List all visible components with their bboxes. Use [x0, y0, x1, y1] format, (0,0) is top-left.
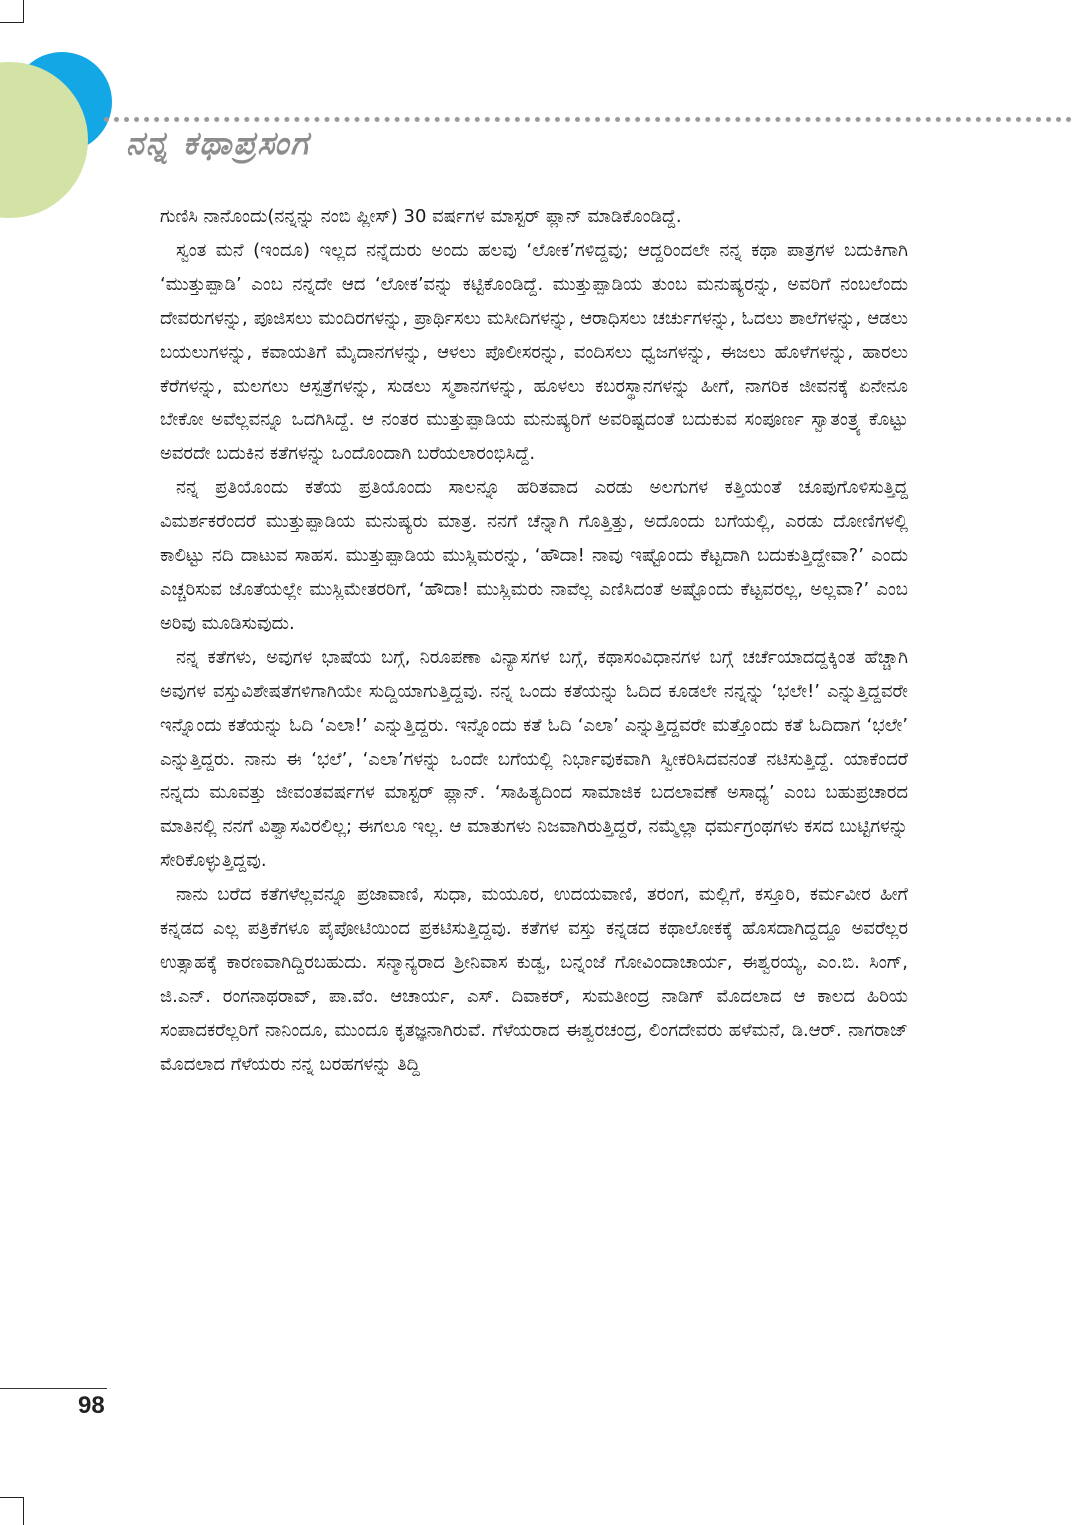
crop-mark-top-left-vertical [23, 0, 24, 22]
crop-mark-bottom-left-horizontal [0, 1497, 24, 1498]
paragraph-3: ನನ್ನ ಪ್ರತಿಯೊಂದು ಕತೆಯ ಪ್ರತಿಯೊಂದು ಸಾಲನ್ನೂ ಹರಿತವಾದ ಎರಡು ಅಲಗುಗಳ ಕತ್ತಿಯಂತೆ ಚೂಪುಗೊಳಿಸುತ್ತಿದ್ದ ವಿಮರ್ಶಕರೆಂದರೆ ಮುತ್ತುಪ್ಪಾಡಿಯ ಮನುಷ್ಯರು ಮಾತ್ರ. ನನಗೆ ಚೆನ್ನಾಗಿ ಗೊತ್ತಿತ್ತು, ಅದೊಂದು ಬಗೆಯಲ್ಲಿ, ಎರಡು ದೋಣಿಗಳಲ್ಲಿ ಕಾಲಿಟ್ಟು ನದಿ ದಾಟುವ ಸಾಹಸ. ಮುತ್ತುಪ್ಪಾಡಿಯ ಮುಸ್ಲಿಮರನ್ನು, ‘ಹೌದಾ! ನಾವು ಇಷ್ಟೊಂದು ಕೆಟ್ಟದಾಗಿ ಬದುಕುತ್ತಿದ್ದೇವಾ?’ ಎಂದು ಎಚ್ಚರಿಸುವ ಜೊತೆಯಲ್ಲೇ ಮುಸ್ಲಿಮೇತರರಿಗೆ, ‘ಹೌದಾ! ಮುಸ್ಲಿಮರು ನಾವೆಲ್ಲ ಎಣಿಸಿದಂತೆ ಅಷ್ಟೊಂದು ಕೆಟ್ಟವರಲ್ಲ, ಅಲ್ಲವಾ?’ ಎಂಬ ಅರಿವು ಮೂಡಿಸುವುದು. [160, 477, 908, 634]
section-title: ನನ್ನ ಕಥಾಪ್ರಸಂಗ [126, 124, 310, 162]
body-text [160, 200, 908, 1082]
crop-mark-top-left-horizontal [0, 22, 24, 23]
paragraph-4: ನನ್ನ ಕತೆಗಳು, ಅವುಗಳ ಭಾಷೆಯ ಬಗ್ಗೆ, ನಿರೂಪಣಾ ವಿನ್ಯಾಸಗಳ ಬಗ್ಗೆ, ಕಥಾಸಂವಿಧಾನಗಳ ಬಗ್ಗೆ ಚರ್ಚೆಯಾದದ್ದಕ್ಕಿಂತ ಹೆಚ್ಚಾಗಿ ಅವುಗಳ ವಸ್ತುವಿಶೇಷತೆಗಳಿಗಾಗಿಯೇ ಸುದ್ದಿಯಾಗುತ್ತಿದ್ದವು. ನನ್ನ ಒಂದು ಕತೆಯನ್ನು ಓದಿದ ಕೂಡಲೇ ನನ್ನನ್ನು ‘ಭಲೇ!’ ಎನ್ನುತ್ತಿದ್ದವರೇ ಇನ್ನೊಂದು ಕತೆಯನ್ನು ಓದಿ ‘ಎಲಾ!’ ಎನ್ನುತ್ತಿದ್ದರು. ಇನ್ನೊಂದು ಕತೆ ಓದಿ ‘ಎಲಾ’ ಎನ್ನುತ್ತಿದ್ದವರೇ ಮತ್ತೊಂದು ಕತೆ ಓದಿದಾಗ ‘ಭಲೇ’ ಎನ್ನುತ್ತಿದ್ದರು. ನಾನು ಈ ‘ಭಲೆ’, ‘ಎಲಾ’ಗಳನ್ನು ಒಂದೇ ಬಗೆಯಲ್ಲಿ ನಿರ್ಭಾವುಕವಾಗಿ ಸ್ವೀಕರಿಸಿದವನಂತೆ ನಟಿಸುತ್ತಿದ್ದೆ. ಯಾಕೆಂದರೆ ನನ್ನದು ಮೂವತ್ತು ಜೀವಂತವರ್ಷಗಳ ಮಾಸ್ಟರ್ ಪ್ಲಾನ್. ‘ಸಾಹಿತ್ಯದಿಂದ ಸಾಮಾಜಿಕ ಬದಲಾವಣೆ ಅಸಾಧ್ಯ’ ಎಂಬ ಬಹುಪ್ರಚಾರದ ಮಾತಿನಲ್ಲಿ ನನಗೆ ವಿಶ್ವಾಸವಿರಲಿಲ್ಲ; ಈಗಲೂ ಇಲ್ಲ. ಆ ಮಾತುಗಳು ನಿಜವಾಗಿರುತ್ತಿದ್ದರೆ, ನಮ್ಮೆಲ್ಲಾ ಧರ್ಮಗ್ರಂಥಗಳು ಕಸದ ಬುಟ್ಟಿಗಳನ್ನು ಸೇರಿಕೊಳ್ಳುತ್ತಿದ್ದವು. [160, 646, 909, 872]
paragraph-1: ಗುಣಿಸಿ ನಾನೊಂದು(ನನ್ನನ್ನು ನಂಬಿ ಪ್ಲೀಸ್) 30 ವರ್ಷಗಳ ಮಾಸ್ಟರ್ ಪ್ಲಾನ್ ಮಾಡಿಕೊಂಡಿದ್ದೆ. [160, 206, 682, 227]
page-number: 98 [78, 1392, 105, 1419]
paragraph-2: ಸ್ವಂತ ಮನೆ (ಇಂದೂ) ಇಲ್ಲದ ನನ್ನೆದುರು ಅಂದು ಹಲವು ‘ಲೋಕ’ಗಳಿದ್ದವು; ಆದ್ದರಿಂದಲೇ ನನ್ನ ಕಥಾ ಪಾತ್ರಗಳ ಬದುಕಿಗಾಗಿ ‘ಮುತ್ತುಪ್ಪಾಡಿ’ ಎಂಬ ನನ್ನದೇ ಆದ ‘ಲೋಕ’ವನ್ನು ಕಟ್ಟಿಕೊಂಡಿದ್ದೆ. ಮುತ್ತುಪ್ಪಾಡಿಯ ತುಂಬ ಮನುಷ್ಯರನ್ನು, ಅವರಿಗೆ ನಂಬಲೆಂದು ದೇವರುಗಳನ್ನು, ಪೂಜಿಸಲು ಮಂದಿರಗಳನ್ನು, ಪ್ರಾರ್ಥಿಸಲು ಮಸೀದಿಗಳನ್ನು, ಆರಾಧಿಸಲು ಚರ್ಚುಗಳನ್ನು, ಓದಲು ಶಾಲೆಗಳನ್ನು, ಆಡಲು ಬಯಲುಗಳನ್ನು, ಕವಾಯತಿಗೆ ಮೈದಾನಗಳನ್ನು, ಆಳಲು ಪೊಲೀಸರನ್ನು, ವಂದಿಸಲು ಧ್ವಜಗಳನ್ನು, ಈಜಲು ಹೊಳೆಗಳನ್ನು, ಹಾರಲು ಕೆರೆಗಳನ್ನು, ಮಲಗಲು ಆಸ್ಪತ್ರೆಗಳನ್ನು, ಸುಡಲು ಸ್ಮಶಾನಗಳನ್ನು, ಹೂಳಲು ಕಬರಸ್ಥಾನಗಳನ್ನು ಹೀಗೆ, ನಾಗರಿಕ ಜೀವನಕ್ಕೆ ಏನೇನೂ ಬೇಕೋ ಅವೆಲ್ಲವನ್ನೂ ಒದಗಿಸಿದ್ದೆ. ಆ ನಂತರ ಮುತ್ತುಪ್ಪಾಡಿಯ ಮನುಷ್ಯರಿಗೆ ಅವರಿಷ್ಟದಂತೆ ಬದುಕುವ ಸಂಪೂರ್ಣ ಸ್ವಾತಂತ್ರ್ಯ ಕೊಟ್ಟು ಅವರದೇ ಬದುಕಿನ ಕತೆಗಳನ್ನು ಒಂದೊಂದಾಗಿ ಬರೆಯಲಾರಂಭಿಸಿದ್ದೆ. [160, 239, 908, 465]
crop-mark-bottom-left-vertical [23, 1497, 24, 1525]
footer-rule [0, 1388, 107, 1389]
header-dotted-rule [104, 117, 1072, 122]
paragraph-5: ನಾನು ಬರೆದ ಕತೆಗಳೆಲ್ಲವನ್ನೂ ಪ್ರಜಾವಾಣಿ, ಸುಧಾ, ಮಯೂರ, ಉದಯವಾಣಿ, ತರಂಗ, ಮಲ್ಲಿಗೆ, ಕಸ್ತೂರಿ, ಕರ್ಮವೀರ ಹೀಗೆ ಕನ್ನಡದ ಎಲ್ಲ ಪತ್ರಿಕೆಗಳೂ ಪೈಪೋಟಿಯಿಂದ ಪ್ರಕಟಿಸುತ್ತಿದ್ದವು. ಕತೆಗಳ ವಸ್ತು ಕನ್ನಡದ ಕಥಾಲೋಕಕ್ಕೆ ಹೊಸದಾಗಿದ್ದದ್ದೂ ಅವರೆಲ್ಲರ ಉತ್ಸಾಹಕ್ಕೆ ಕಾರಣವಾಗಿದ್ದಿರಬಹುದು. ಸನ್ಮಾನ್ಯರಾದ ಶ್ರೀನಿವಾಸ ಕುಡ್ವ, ಬನ್ನಂಜೆ ಗೋವಿಂದಾಚಾರ್ಯ, ಈಶ್ವರಯ್ಯ, ಎಂ.ಬಿ. ಸಿಂಗ್, ಜಿ.ಎನ್. ರಂಗನಾಥರಾವ್, ಪಾ.ವೆಂ. ಆಚಾರ್ಯ, ಎಸ್. ದಿವಾಕರ್, ಸುಮತೀಂದ್ರ ನಾಡಿಗ್ ಮೊದಲಾದ ಆ ಕಾಲದ ಹಿರಿಯ ಸಂಪಾದಕರೆಲ್ಲರಿಗೆ ನಾನಿಂದೂ, ಮುಂದೂ ಕೃತಜ್ಞನಾಗಿರುವೆ. ಗೆಳೆಯರಾದ ಈಶ್ವರಚಂದ್ರ, ಲಿಂಗದೇವರು ಹಳೆಮನೆ, ಡಿ.ಆರ್. ನಾಗರಾಜ್ ಮೊದಲಾದ ಗೆಳೆಯರು ನನ್ನ ಬರಹಗಳನ್ನು ತಿದ್ದಿ [160, 884, 908, 1075]
